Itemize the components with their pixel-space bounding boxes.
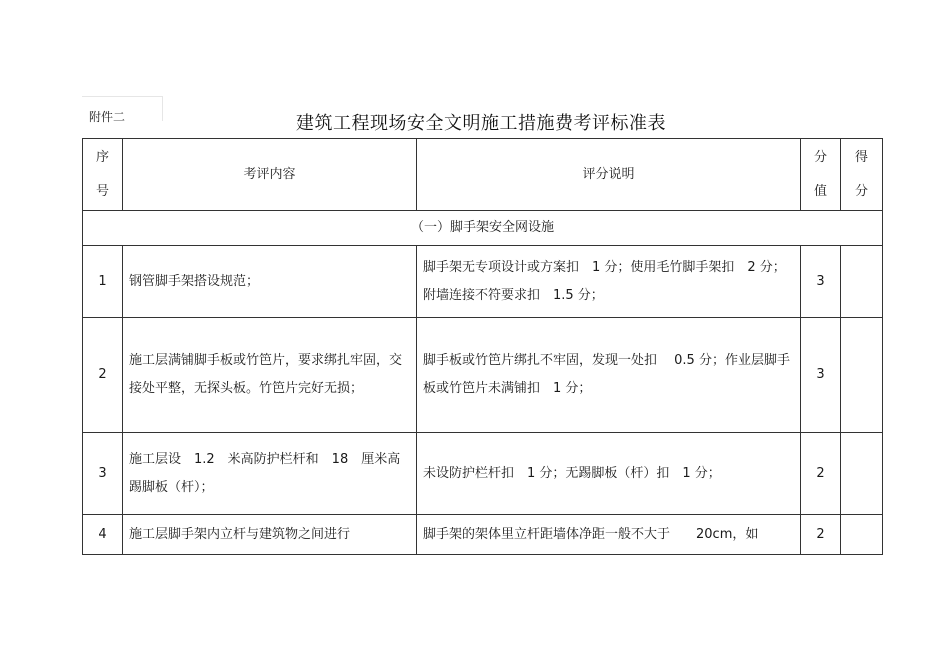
header-no-bottom: 号 (95, 183, 109, 199)
header-description: 评分说明 (417, 139, 801, 211)
table-row (83, 433, 883, 515)
row-content: 钢管脚手架搭设规范； (123, 246, 417, 318)
table-header-row (83, 139, 883, 211)
row-no: 4 (83, 515, 123, 555)
row-score (841, 515, 883, 555)
table-row (83, 246, 883, 318)
table-row (83, 318, 883, 433)
row-points: 3 (801, 318, 841, 433)
header-no (83, 139, 123, 211)
row-description: 未设防护栏杆扣 1 分；无踢脚板（杆）扣 1 分； (417, 433, 801, 515)
header-no-top: 序 (95, 149, 109, 165)
attachment-label: 附件二 (89, 110, 126, 124)
table-row (83, 515, 883, 555)
row-points: 2 (801, 515, 841, 555)
row-description: 脚手架无专项设计或方案扣 1 分；使用毛竹脚手架扣 2 分；附墙连接不符要求扣 1.5 分； (417, 246, 801, 318)
row-content: 施工层脚手架内立杆与建筑物之间进行 (123, 515, 417, 555)
row-score (841, 433, 883, 515)
row-description: 脚手板或竹笆片绑扎不牢固，发现一处扣 0.5 分；作业层脚手板或竹笆片未满铺扣 1 分； (417, 318, 801, 433)
section-heading: （一）脚手架安全网设施 (83, 211, 883, 246)
header-content: 考评内容 (123, 139, 417, 211)
row-description: 脚手架的架体里立杆距墙体净距一般不大于 20cm，如 (417, 515, 801, 555)
scoring-table (82, 138, 883, 555)
row-no: 1 (83, 246, 123, 318)
header-score-top: 得 (854, 149, 868, 165)
row-points: 2 (801, 433, 841, 515)
row-no: 3 (83, 433, 123, 515)
row-content: 施工层满铺脚手板或竹笆片，要求绑扎牢固，交接处平整，无探头板。竹笆片完好无损； (123, 318, 417, 433)
row-no: 2 (83, 318, 123, 433)
row-score (841, 318, 883, 433)
page-title: 建筑工程现场安全文明施工措施费考评标准表 (296, 113, 666, 134)
row-score (841, 246, 883, 318)
row-points: 3 (801, 246, 841, 318)
header-points-bottom: 值 (813, 183, 827, 199)
header-points (801, 139, 841, 211)
header-score-bottom: 分 (854, 183, 868, 199)
section-row (83, 211, 883, 246)
header-score (841, 139, 883, 211)
row-content: 施工层设 1.2 米高防护栏杆和 18 厘米高踢脚板（杆）； (123, 433, 417, 515)
header-points-top: 分 (813, 149, 827, 165)
